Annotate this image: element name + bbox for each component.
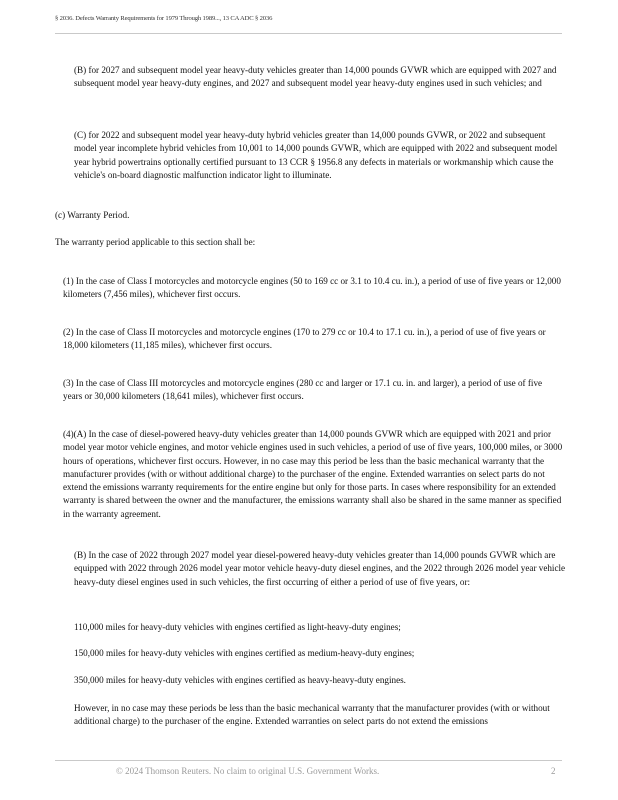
footer-divider <box>55 760 562 761</box>
paragraph-however: However, in no case may these periods be less than the basic mechanical warranty that the manufacturer provides (with or without additional charge) to the purchaser of the engine. Extended warranties on select parts do not extend the emissions <box>74 703 550 727</box>
paragraph-class-1: (1) In the case of Class I motorcycles and motorcycle engines (50 to 169 cc or 3.1 to 10.4 cu. in.), a period of use of five years or 12,000 kilometers (7,456 miles), whichever first occurs. <box>63 276 561 300</box>
paragraph-b-2027: (B) for 2027 and subsequent model year heavy-duty vehicles greater than 14,000 pounds GVWR which are equipped with 2027 and subsequent model year heavy-duty engines, and 2027 and subsequent model year heavy-duty engines used in such vehicles; and <box>74 65 557 89</box>
running-header: § 2036. Defects Warranty Requirements for 1979 Through 1989..., 13 CA ADC § 2036 <box>55 15 273 22</box>
paragraph-4a: (4)(A) In the case of diesel-powered heavy-duty vehicles greater than 14,000 pounds GVWR which are equipped with 2021 and prior model year motor vehicle engines, and motor vehicle engines used in such vehicles, a period of use of five years, 100,000 miles, or 3000 hours of operations, whichever first occurs. However, in no case may this period be less than the basic mechanical warranty that the manufacturer provides (with or without additional charge) to the purchaser of the engine. Extended warranties on select parts do not extend the emissions warranty requirements for the entire engine but only for those parts. In cases where responsibility for an extended warranty is shared between the owner and the manufacturer, the emissions warranty shall also be shared in the same manner as specified in the warranty agreement. <box>63 429 563 519</box>
paragraph-c-2022: (C) for 2022 and subsequent model year heavy-duty hybrid vehicles greater than 14,000 pounds GVWR, or 2022 and subsequent model year incomplete hybrid vehicles from 10,001 to 14,000 pounds GVWR, which are equipped with 2022 and subsequent model year hybrid powertrains optionally certified pursuant to 13 CCR § 1956.8 any defects in materials or workmanship which cause the vehicle's on-board diagnostic malfunction indicator light to illuminate. <box>74 130 558 180</box>
warranty-period-intro: The warranty period applicable to this section shall be: <box>55 237 256 247</box>
paragraph-class-3: (3) In the case of Class III motorcycles and motorcycle engines (280 cc and larger or 17.1 cu. in. and larger), a period of use of five years or 30,000 kilometers (18,641 miles), whichever first occurs. <box>63 378 543 402</box>
paragraph-4b: (B) In the case of 2022 through 2027 model year diesel-powered heavy-duty vehicles greater than 14,000 pounds GVWR which are equipped with 2022 through 2026 model year motor vehicle heavy-duty diesel engines, and the 2022 through 2026 model year vehicle heavy-duty diesel engines used in such vehicles, the first occurring of either a period of use of five years, or: <box>74 550 566 587</box>
page-number: 2 <box>551 766 556 776</box>
header-divider <box>55 33 562 34</box>
miles-light-heavy: 110,000 miles for heavy-duty vehicles with engines certified as light-heavy-duty engines; <box>74 622 401 632</box>
miles-medium-heavy: 150,000 miles for heavy-duty vehicles with engines certified as medium-heavy-duty engines; <box>74 648 415 658</box>
footer-copyright: © 2024 Thomson Reuters. No claim to original U.S. Government Works. <box>116 766 380 776</box>
warranty-period-heading: (c) Warranty Period. <box>55 210 130 220</box>
paragraph-class-2: (2) In the case of Class II motorcycles and motorcycle engines (170 to 279 cc or 10.4 to 17.1 cu. in.), a period of use of five years or 18,000 kilometers (11,185 miles), whichever first occurs. <box>63 327 546 351</box>
miles-heavy-heavy: 350,000 miles for heavy-duty vehicles with engines certified as heavy-heavy-duty engines. <box>74 675 406 685</box>
